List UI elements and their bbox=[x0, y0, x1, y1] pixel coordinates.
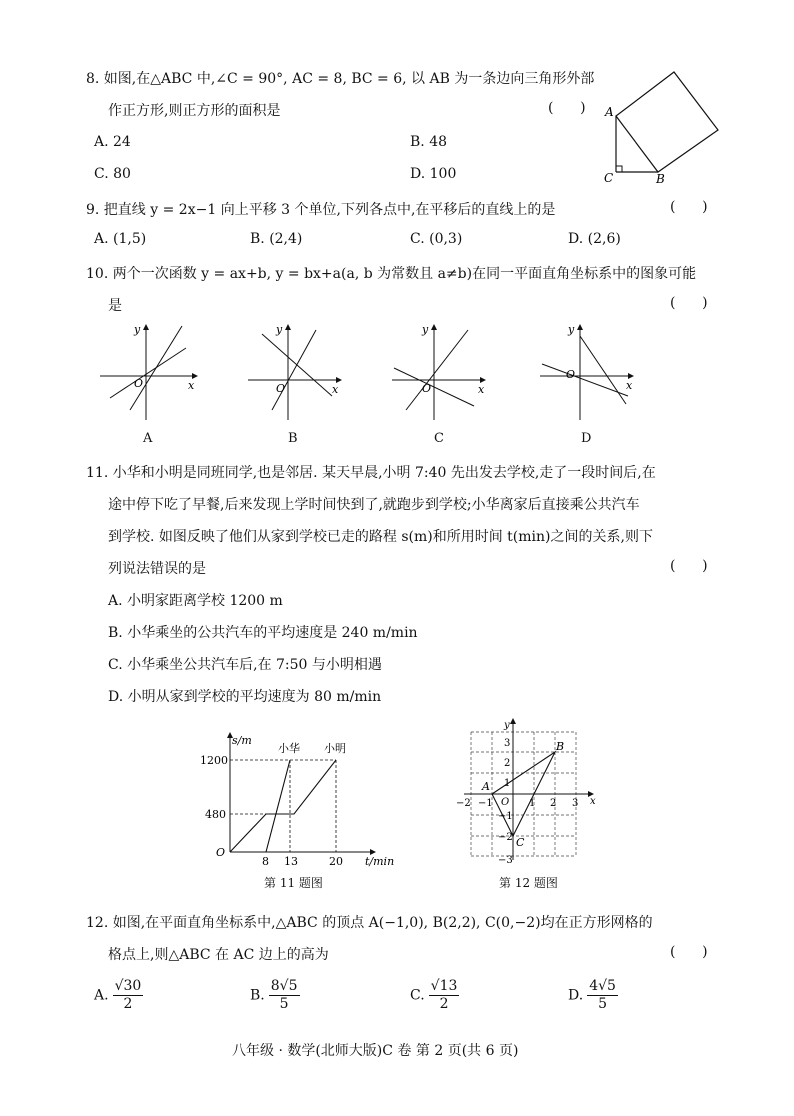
q11-text-line4: 列说法错误的是 bbox=[108, 561, 206, 577]
q11-text-line2: 途中停下吃了早餐,后来发现上学时间快到了,就跑步到学校;小华离家后直接乘公共汽车 bbox=[108, 497, 640, 513]
q10-option-a: A bbox=[143, 431, 153, 446]
q12-option-d: D. $\frac{4√5}{5}$ bbox=[568, 978, 616, 1012]
q11-ytick-480: 480 bbox=[205, 808, 226, 821]
svg-text:O: O bbox=[422, 382, 432, 395]
q11-xlabel: t/min bbox=[365, 855, 395, 868]
svg-text:x: x bbox=[626, 379, 633, 392]
q11-ytick-1200: 1200 bbox=[200, 754, 228, 767]
q10-graph-a bbox=[96, 320, 206, 425]
q11-xtick-20: 20 bbox=[329, 855, 343, 868]
q10-option-c: C bbox=[434, 431, 444, 446]
q12-axis-y: y bbox=[504, 720, 510, 731]
svg-text:−1: −1 bbox=[498, 811, 513, 822]
svg-text:O: O bbox=[566, 368, 576, 381]
q11-xtick-8: 8 bbox=[262, 855, 269, 868]
q9-text-line1: 9. 把直线 y = 2x−1 向上平移 3 个单位,下列各点中,在平移后的直线上的是 bbox=[86, 202, 556, 218]
q8-answer-paren: ( ) bbox=[548, 100, 586, 116]
q9-option-a: A. (1,5) bbox=[94, 231, 147, 247]
svg-text:−1: −1 bbox=[478, 798, 493, 809]
q11-label-hua: 小华 bbox=[278, 742, 300, 755]
svg-text:3: 3 bbox=[504, 738, 511, 749]
q9-answer-paren: ( ) bbox=[670, 199, 708, 215]
q12-label-c: C bbox=[516, 836, 525, 849]
svg-text:1: 1 bbox=[504, 778, 511, 789]
q12-origin: O bbox=[501, 797, 510, 808]
q10-graph-d bbox=[536, 320, 646, 425]
svg-text:y: y bbox=[276, 323, 283, 336]
q11-option-d: D. 小明从家到学校的平均速度为 80 m/min bbox=[108, 689, 382, 705]
q9-option-c: C. (0,3) bbox=[410, 231, 463, 247]
q12-label-a: A bbox=[482, 780, 490, 793]
q12-option-b: B. $\frac{8√5}{5}$ bbox=[250, 978, 298, 1012]
q11-option-b: B. 小华乘坐的公共汽车的平均速度是 240 m/min bbox=[108, 625, 418, 641]
q10-option-b: B bbox=[288, 431, 298, 446]
q11-xtick-13: 13 bbox=[284, 855, 298, 868]
q11-option-c: C. 小华乘坐公共汽车后,在 7:50 与小明相遇 bbox=[108, 657, 382, 673]
svg-text:2: 2 bbox=[550, 798, 557, 809]
q12-axis-x: x bbox=[590, 796, 596, 807]
q10-text-line1: 10. 两个一次函数 y = ax+b, y = bx+a(a, b 为常数且 a≠b)在同一平面直角坐标系中的图象可能 bbox=[86, 266, 697, 282]
svg-text:x: x bbox=[188, 379, 195, 392]
svg-text:y: y bbox=[134, 323, 141, 336]
q12-option-c: C. $\frac{√13}{2}$ bbox=[410, 978, 458, 1012]
svg-text:y: y bbox=[568, 323, 575, 336]
q8-option-d: D. 100 bbox=[410, 166, 457, 182]
q11-answer-paren: ( ) bbox=[670, 558, 708, 574]
q12-text-line1: 12. 如图,在平面直角坐标系中,△ABC 的顶点 A(−1,0), B(2,2), C(0,−2)均在正方形网格的 bbox=[86, 915, 653, 931]
q8-label-a: A bbox=[605, 105, 614, 119]
svg-text:O: O bbox=[134, 377, 144, 390]
q11-text-line3: 到学校. 如图反映了他们从家到学校已走的路程 s(m)和所用时间 t(min)之间的关系,则下 bbox=[108, 529, 653, 545]
q10-text-line2: 是 bbox=[108, 298, 122, 314]
svg-text:x: x bbox=[332, 383, 339, 396]
page-footer: 八年级 · 数学(北师大版)C 卷 第 2 页(共 6 页) bbox=[232, 1043, 519, 1059]
q12-answer-paren: ( ) bbox=[670, 944, 708, 960]
q8-text-line1: 8. 如图,在△ABC 中,∠C = 90°, AC = 8, BC = 6, 以 AB 为一条边向三角形外部 bbox=[86, 71, 595, 87]
q8-option-c: C. 80 bbox=[94, 166, 131, 182]
q12-text-line2: 格点上,则△ABC 在 AC 边上的高为 bbox=[108, 947, 329, 963]
svg-text:−2: −2 bbox=[498, 832, 513, 843]
q8-text-line2: 作正方形,则正方形的面积是 bbox=[108, 103, 281, 119]
q9-option-d: D. (2,6) bbox=[568, 231, 621, 247]
q8-label-b: B bbox=[656, 172, 665, 186]
q8-option-b: B. 48 bbox=[410, 134, 448, 150]
q10-option-d: D bbox=[581, 431, 592, 446]
svg-text:O: O bbox=[276, 382, 286, 395]
svg-text:−2: −2 bbox=[456, 798, 471, 809]
q11-origin: O bbox=[216, 846, 226, 859]
svg-text:2: 2 bbox=[504, 758, 511, 769]
q8-label-c: C bbox=[604, 171, 614, 185]
q12-label-b: B bbox=[556, 740, 565, 753]
q10-answer-paren: ( ) bbox=[670, 295, 708, 311]
svg-text:1: 1 bbox=[529, 798, 536, 809]
q8-option-a: A. 24 bbox=[94, 134, 131, 150]
q11-option-a: A. 小明家距离学校 1200 m bbox=[108, 593, 283, 609]
q11-caption: 第 11 题图 bbox=[264, 876, 323, 890]
q11-ylabel: s/m bbox=[232, 734, 252, 747]
q12-caption: 第 12 题图 bbox=[499, 876, 558, 890]
q10-graph-b bbox=[244, 320, 354, 425]
q11-text-line1: 11. 小华和小明是同班同学,也是邻居. 某天早晨,小明 7:40 先出发去学校,走了一段时间后,在 bbox=[86, 465, 656, 481]
svg-text:y: y bbox=[422, 323, 429, 336]
svg-text:−3: −3 bbox=[498, 855, 513, 866]
q12-option-a: A. $\frac{√30}{2}$ bbox=[94, 978, 142, 1012]
q8-figure bbox=[596, 66, 726, 186]
svg-text:x: x bbox=[478, 383, 485, 396]
svg-text:3: 3 bbox=[572, 798, 579, 809]
q10-graph-c bbox=[388, 320, 498, 425]
q12-grid-figure bbox=[424, 718, 614, 870]
q9-option-b: B. (2,4) bbox=[250, 231, 303, 247]
q11-label-ming: 小明 bbox=[324, 742, 346, 755]
q11-chart bbox=[200, 730, 400, 870]
